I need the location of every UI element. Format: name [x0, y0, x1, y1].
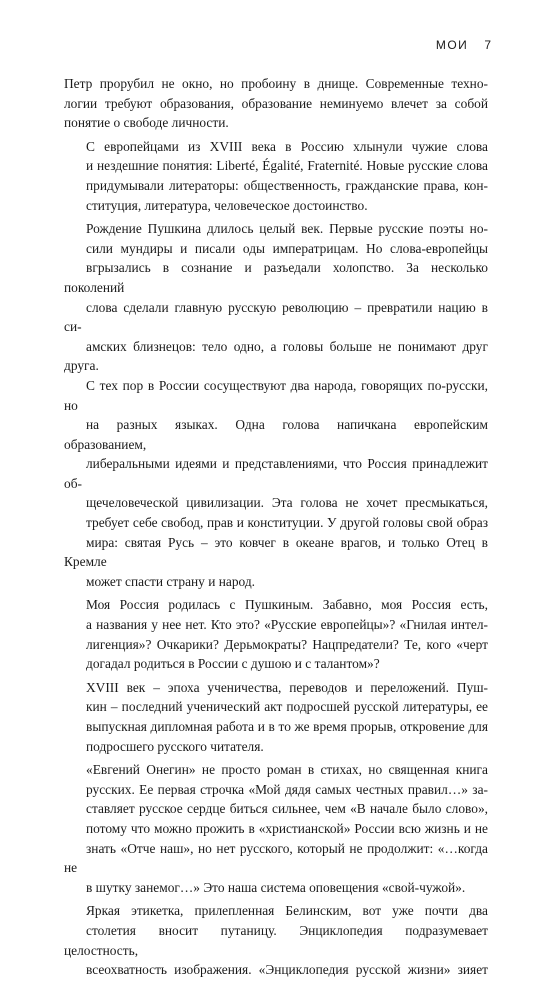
text-line: Яркая этикетка, прилепленная Белинским, вот уже почти два: [86, 903, 488, 919]
text-line: выпускная дипломная работа и в то же время прорыв, откровение для: [86, 719, 488, 734]
text-line: Рождение Пушкина длилось целый век. Первые русские поэты но-: [86, 221, 488, 237]
paragraph: [64, 760, 488, 897]
text-line: мира: святая Русь – это ковчег в океане врагов, и только Отец в Кремле: [64, 534, 488, 570]
text-line: С европейцами из XVIII века в Россию хлынули чужие слова: [86, 138, 488, 154]
paragraph: [64, 74, 488, 133]
text-line: вгрызались в сознание и разъедали холопство. За несколько поколений: [64, 260, 488, 295]
text-line: либеральными идеями и представлениями, что Россия принадлежит об-: [64, 456, 488, 491]
text-line: лигенция»? Очкарики? Дерьмократы? Нацпредатели? Те, кого «черт: [86, 636, 488, 652]
text-line: ституция, литература, человеческое достоинство.: [86, 197, 368, 213]
text-line: кин – последний ученический акт подросшей русской литературы, ее: [86, 699, 488, 715]
text-line: подросшего русского читателя.: [86, 738, 264, 754]
text-line: С тех пор в России сосуществуют два народа, говорящих по-русски, но: [64, 377, 488, 413]
text-line: Моя Россия родилась с Пушкиным. Забавно, моя Россия есть,: [86, 597, 488, 613]
page-number: 7: [484, 38, 491, 52]
text-line: и нездешние понятия: Liberté, Égalité, Fraternité. Новые русские слова: [86, 158, 488, 174]
text-line: на разных языках. Одна голова напичкана европейским образованием,: [64, 417, 488, 452]
paragraph: [64, 137, 488, 215]
paragraph: [64, 595, 488, 673]
text-line: потому что можно прожить в «христианской» России всю жизнь и не: [86, 820, 488, 836]
text-line: Петр прорубил не окно, но пробоину в днище. Современные техно-: [64, 76, 488, 91]
paragraph: [64, 678, 488, 756]
text-line: знать «Отче наш», но нет русского, который не продолжит: «…когда не: [64, 840, 488, 876]
paragraph: [64, 219, 488, 591]
running-title: МОИ: [435, 38, 469, 52]
text-line: в шутку занемог…» Это наша система оповещения «свой-чужой».: [86, 879, 466, 895]
text-line: сили мундиры и писали оды императрицам. Но слова-европейцы: [86, 240, 488, 256]
text-line: слова сделали главную русскую революцию – превратили нацию в си-: [64, 299, 488, 335]
text-line: русских. Ее первая строчка «Мой дядя самых честных правил…» за-: [86, 781, 488, 797]
text-line: догадал родиться в России с душою и с талантом»?: [86, 656, 380, 672]
text-line: придумывали литераторы: общественность, гражданские права, кон-: [86, 177, 488, 193]
text-line: может спасти страну и народ.: [86, 573, 256, 589]
text-line: понятие о свободе личности.: [64, 115, 229, 131]
body-text: [64, 74, 488, 984]
running-head: [436, 38, 491, 52]
text-line: «Евгений Онегин» не просто роман в стихах, но священная книга: [86, 762, 488, 778]
text-line: а названия у нее нет. Кто это? «Русские европейцы»? «Гнилая интел-: [86, 617, 488, 633]
text-line: столетия вносит путаницу. Энциклопедия подразумевает целостность,: [64, 922, 488, 958]
text-line: логии требуют образования, образование неминуемо влечет за собой: [64, 95, 488, 111]
text-line: всеохватность изображения. «Энциклопедия русской жизни» зияет: [86, 962, 488, 978]
text-line: амских близнецов: тело одно, а головы больше не понимают друг друга.: [64, 338, 488, 374]
text-line: требует себе свобод, прав и конституции. У другой головы свой образ: [86, 515, 488, 531]
text-line: щечеловеческой цивилизации. Эта голова не хочет пресмыкаться,: [86, 495, 488, 511]
text-line: ставляет русское сердце биться сильнее, чем «В начале было слово»,: [86, 801, 488, 817]
text-line: XVIII век – эпоха ученичества, переводов и переложений. Пуш-: [86, 679, 488, 695]
paragraph: [64, 901, 488, 979]
